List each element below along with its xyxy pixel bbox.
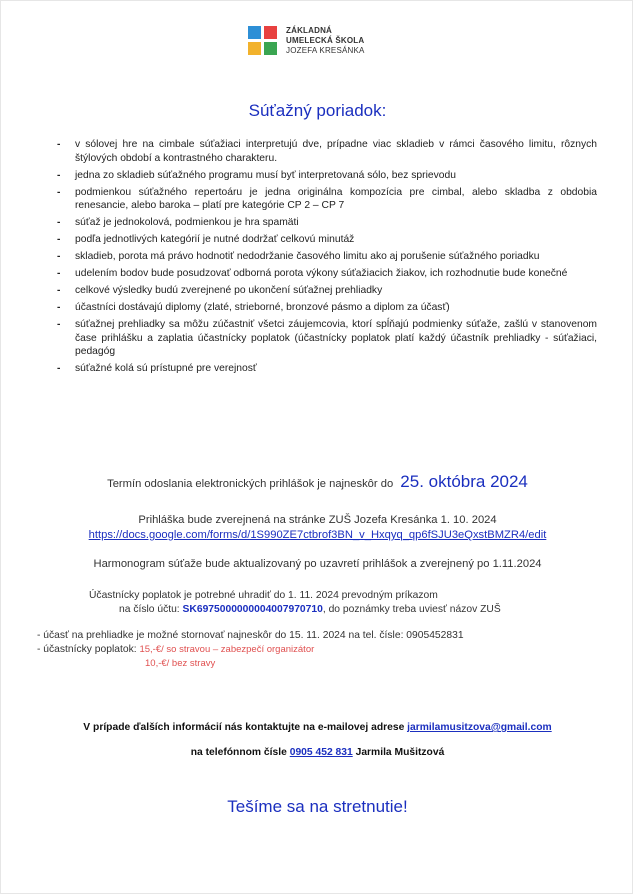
- contact-email-prefix: V prípade ďalších informácií nás kontaktujte na e-mailovej adrese: [83, 722, 405, 733]
- rule-item: - v sólovej hre na cimbale súťažiaci interpretujú dve, prípadne viac skladieb v rámci časového limitu, rôznych štýlových období a kontrastného charakteru.: [57, 138, 597, 165]
- fee-line-2: [89, 603, 501, 617]
- contact-phone-link[interactable]: 0905 452 831: [289, 747, 353, 758]
- publish-text: Prihláška bude zverejnená na stránke ZUŠ Jozefa Kresánka 1. 10. 2024: [138, 514, 497, 526]
- form-link[interactable]: https://docs.google.com/forms/d/1S990ZE7ctbrof3BN_v_Hxqyq_qp6fSJU3eQxstBMZR4/edit: [88, 529, 547, 541]
- fee-note: , do poznámky treba uviesť názov ZUŠ: [322, 604, 501, 615]
- publish-info: [1, 513, 633, 543]
- contact-person: Jarmila Mušitzová: [355, 747, 445, 758]
- rule-item: - súťažnej prehliadky sa môžu zúčastniť všetci záujemcovia, ktorí spĺňajú podmienky súťaže, zašlú v stanovenom čase prihlášku a zaplatia účastnícky poplatok (účastnícky poplatok platí každý účastník prehliadky - súťažiaci, pedagóg: [57, 318, 597, 359]
- rules-list: [57, 138, 597, 379]
- deadline-text: Termín odoslania elektronických prihlášok je najneskôr do: [107, 478, 394, 490]
- fee-label: - účastnícky poplatok:: [37, 644, 137, 655]
- school-logo-text: [286, 26, 365, 56]
- rule-item: - celkové výsledky budú zverejnené po ukončení súťažnej prehliadky: [57, 284, 597, 298]
- school-logo: [248, 26, 365, 56]
- rule-item: - skladieb, porota má právo hodnotiť nedodržanie časového limitu ako aj porušenie súťažného poriadku: [57, 250, 597, 264]
- rule-item: - podmienkou súťažného repertoáru je jedna originálna kompozícia pre cimbal, alebo skladba z obdobia renesancie, alebo baroka – platí pre kategórie CP 2 – CP 7: [57, 186, 597, 213]
- deadline-date: 25. októbra 2024: [400, 472, 528, 491]
- fee-with-food: 15,-€/ so stravou – zabezpečí organizátor: [139, 644, 315, 655]
- fee-info: [89, 589, 501, 617]
- fee-account-label: na číslo účtu:: [119, 604, 180, 615]
- contact-phone-prefix: na telefónnom čísle: [190, 747, 287, 758]
- harmonogram-text: Harmonogram súťaže bude aktualizovaný po uzavretí prihlášok a zverejnený po 1.11.2024: [93, 558, 542, 570]
- rule-item: - súťaž je jednokolová, podmienkou je hra spamäti: [57, 216, 597, 230]
- rule-item: - účastníci dostávajú diplomy (zlaté, strieborné, bronzové pásmo a diplom za účasť): [57, 301, 597, 315]
- closing-text: Tešíme sa na stretnutie!: [227, 797, 408, 816]
- contact-phone-line: [1, 747, 633, 758]
- page-title: Súťažný poriadok:: [248, 101, 387, 120]
- rule-item: - podľa jednotlivých kategórií je nutné dodržať celkovú minutáž: [57, 233, 597, 247]
- cancel-note: - účasť na prehliadke je možné stornovať najneskôr do 15. 11. 2024 na tel. čísle: 0905452831: [37, 630, 464, 641]
- fee-without-food: 10,-€/ bez stravy: [145, 658, 216, 669]
- notes-block: [37, 629, 464, 671]
- rule-item: - jedna zo skladieb súťažného programu musí byť interpretovaná sólo, bez sprievodu: [57, 169, 597, 183]
- fee-note-line: [37, 643, 464, 657]
- deadline-line: [1, 472, 633, 492]
- fee-line-1: Účastnícky poplatok je potrebné uhradiť do 1. 11. 2024 prevodným príkazom: [89, 590, 438, 601]
- contact-email-link[interactable]: jarmilamusitzova@gmail.com: [407, 722, 552, 733]
- logo-line-1: ZÁKLADNÁ: [286, 26, 333, 35]
- fee-without-food-line: [37, 657, 464, 671]
- logo-line-2: UMELECKÁ ŠKOLA: [286, 36, 365, 45]
- iban-number: SK6975000000004007970710: [182, 604, 323, 615]
- contact-email-line: [1, 722, 633, 733]
- school-logo-mark: [248, 26, 278, 56]
- logo-line-3: JOZEFA KRESÁNKA: [286, 46, 365, 55]
- rule-item: - udelením bodov bude posudzovať odborná porota výkony súťažiacich žiakov, ich rozhodnutie bude konečné: [57, 267, 597, 281]
- rule-item: - súťažné kolá sú prístupné pre verejnosť: [57, 362, 597, 376]
